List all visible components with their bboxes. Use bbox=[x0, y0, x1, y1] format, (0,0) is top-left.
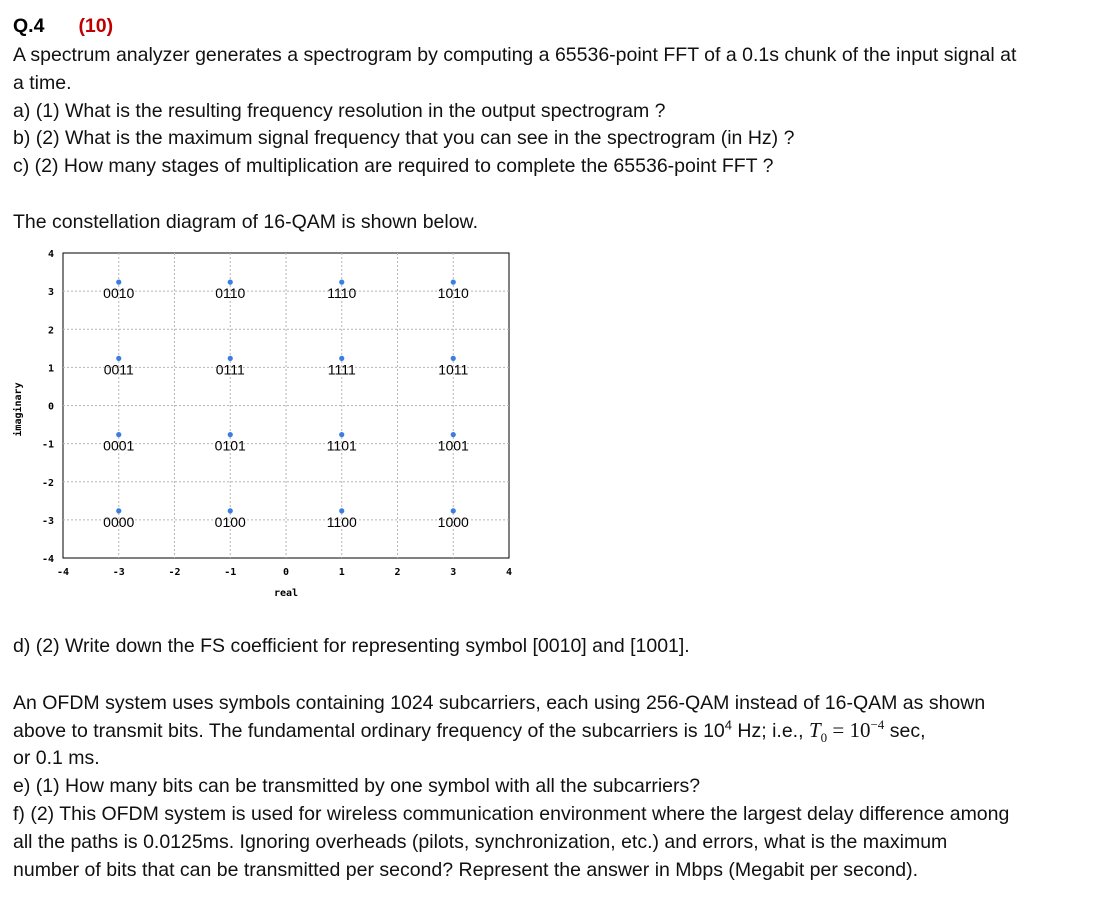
point-label: 0101 bbox=[214, 437, 246, 454]
y-axis-label: imaginary bbox=[13, 382, 24, 437]
ofdm-line-2-mid: Hz; i.e., bbox=[732, 720, 809, 742]
point-label: 1110 bbox=[327, 285, 357, 302]
x-tick-label: 4 bbox=[505, 567, 513, 578]
part-a: a) (1) What is the resulting frequency resolution in the output spectrogram ? bbox=[13, 100, 666, 122]
point-label: 0001 bbox=[103, 437, 135, 454]
constellation-point bbox=[116, 280, 121, 285]
constellation-point bbox=[116, 432, 121, 437]
x-tick-label: 2 bbox=[394, 567, 401, 578]
constellation-point bbox=[228, 356, 233, 361]
point-label: 0000 bbox=[103, 513, 135, 530]
y-tick-label: 3 bbox=[47, 287, 54, 299]
part-d: d) (2) Write down the FS coefficient for representing symbol [0010] and [1001]. bbox=[13, 635, 690, 657]
y-tick-label: 4 bbox=[47, 249, 54, 260]
x-tick-label: -1 bbox=[224, 567, 237, 578]
constellation-point bbox=[451, 280, 456, 285]
point-label: 1100 bbox=[326, 513, 357, 530]
point-label: 1000 bbox=[437, 513, 469, 530]
constellation-point bbox=[339, 508, 344, 513]
part-f-line-2: all the paths is 0.0125ms. Ignoring overheads (pilots, synchronization, etc.) and errors, what is the maximum bbox=[13, 831, 948, 853]
constellation-point bbox=[451, 432, 456, 437]
x-tick-label: -2 bbox=[168, 567, 181, 578]
y-ticks bbox=[42, 249, 54, 565]
constellation-intro: The constellation diagram of 16-QAM is shown below. bbox=[13, 211, 478, 233]
constellation-point bbox=[451, 356, 456, 361]
point-label: 1010 bbox=[437, 285, 469, 302]
period-symbol: T bbox=[808, 718, 821, 742]
x-tick-label: 0 bbox=[282, 567, 290, 578]
part-f-line-1: f) (2) This OFDM system is used for wireless communication environment where the largest delay difference among bbox=[13, 803, 1010, 825]
ofdm-line-3: or 0.1 ms. bbox=[13, 747, 100, 769]
x-tick-label: -3 bbox=[112, 567, 125, 578]
point-label: 1111 bbox=[327, 361, 356, 378]
constellation-point bbox=[339, 432, 344, 437]
period-exponent: −4 bbox=[870, 717, 885, 732]
part-b: b) (2) What is the maximum signal frequency that you can see in the spectrogram (in Hz) ? bbox=[13, 127, 795, 149]
y-tick-label: 2 bbox=[47, 325, 54, 337]
constellation-chart bbox=[13, 243, 553, 613]
point-label: 0010 bbox=[103, 285, 135, 302]
period-subscript: 0 bbox=[820, 730, 828, 746]
x-tick-label: 1 bbox=[338, 567, 345, 578]
point-label: 0111 bbox=[215, 361, 245, 378]
x-ticks bbox=[57, 567, 512, 578]
question-points: (10) bbox=[78, 15, 114, 37]
x-tick-label: 3 bbox=[450, 567, 457, 578]
intro-line-2: a time. bbox=[13, 72, 72, 94]
intro-line-1: A spectrum analyzer generates a spectrogram by computing a 65536-point FFT of a 0.1s chunk of the input signal at bbox=[13, 44, 1017, 66]
period-formula bbox=[808, 717, 885, 746]
y-tick-label: -3 bbox=[41, 515, 54, 527]
ofdm-line-1: An OFDM system uses symbols containing 1024 subcarriers, each using 256-QAM instead of 16-QAM as shown bbox=[13, 692, 986, 714]
point-label: 0100 bbox=[214, 513, 246, 530]
part-e: e) (1) How many bits can be transmitted by one symbol with all the subcarriers? bbox=[13, 775, 701, 797]
question-number: Q.4 bbox=[13, 15, 45, 37]
y-tick-label: -4 bbox=[41, 554, 54, 565]
constellation-point bbox=[339, 356, 344, 361]
part-f-line-3: number of bits that can be transmitted per second? Represent the answer in Mbps (Megabit per second). bbox=[13, 859, 919, 881]
point-label: 1101 bbox=[326, 437, 357, 454]
constellation-point bbox=[228, 432, 233, 437]
point-label: 1011 bbox=[438, 361, 469, 378]
y-tick-label: -2 bbox=[41, 477, 54, 489]
y-tick-label: -1 bbox=[41, 439, 54, 451]
ofdm-line-2-pre: above to transmit bits. The fundamental ordinary frequency of the subcarriers is 10 bbox=[13, 720, 725, 742]
constellation-point bbox=[228, 508, 233, 513]
constellation-point bbox=[339, 280, 344, 285]
ofdm-line-2-post: sec, bbox=[884, 720, 926, 742]
constellation-point bbox=[228, 280, 233, 285]
y-tick-label: 1 bbox=[47, 363, 54, 375]
ofdm-exp: 4 bbox=[724, 717, 732, 733]
question-header bbox=[13, 14, 113, 38]
part-c: c) (2) How many stages of multiplication are required to complete the 65536-point FFT ? bbox=[13, 155, 774, 177]
constellation-point bbox=[116, 356, 121, 361]
x-axis-label: real bbox=[273, 588, 299, 599]
point-label: 0110 bbox=[215, 285, 246, 302]
ofdm-line-2 bbox=[13, 717, 926, 746]
y-tick-label: 0 bbox=[47, 401, 54, 413]
point-label: 0011 bbox=[103, 361, 134, 378]
constellation-point bbox=[116, 508, 121, 513]
x-tick-label: -4 bbox=[56, 567, 70, 578]
constellation-point bbox=[451, 508, 456, 513]
point-label: 1001 bbox=[437, 437, 469, 454]
period-equals: = 10 bbox=[827, 718, 871, 742]
